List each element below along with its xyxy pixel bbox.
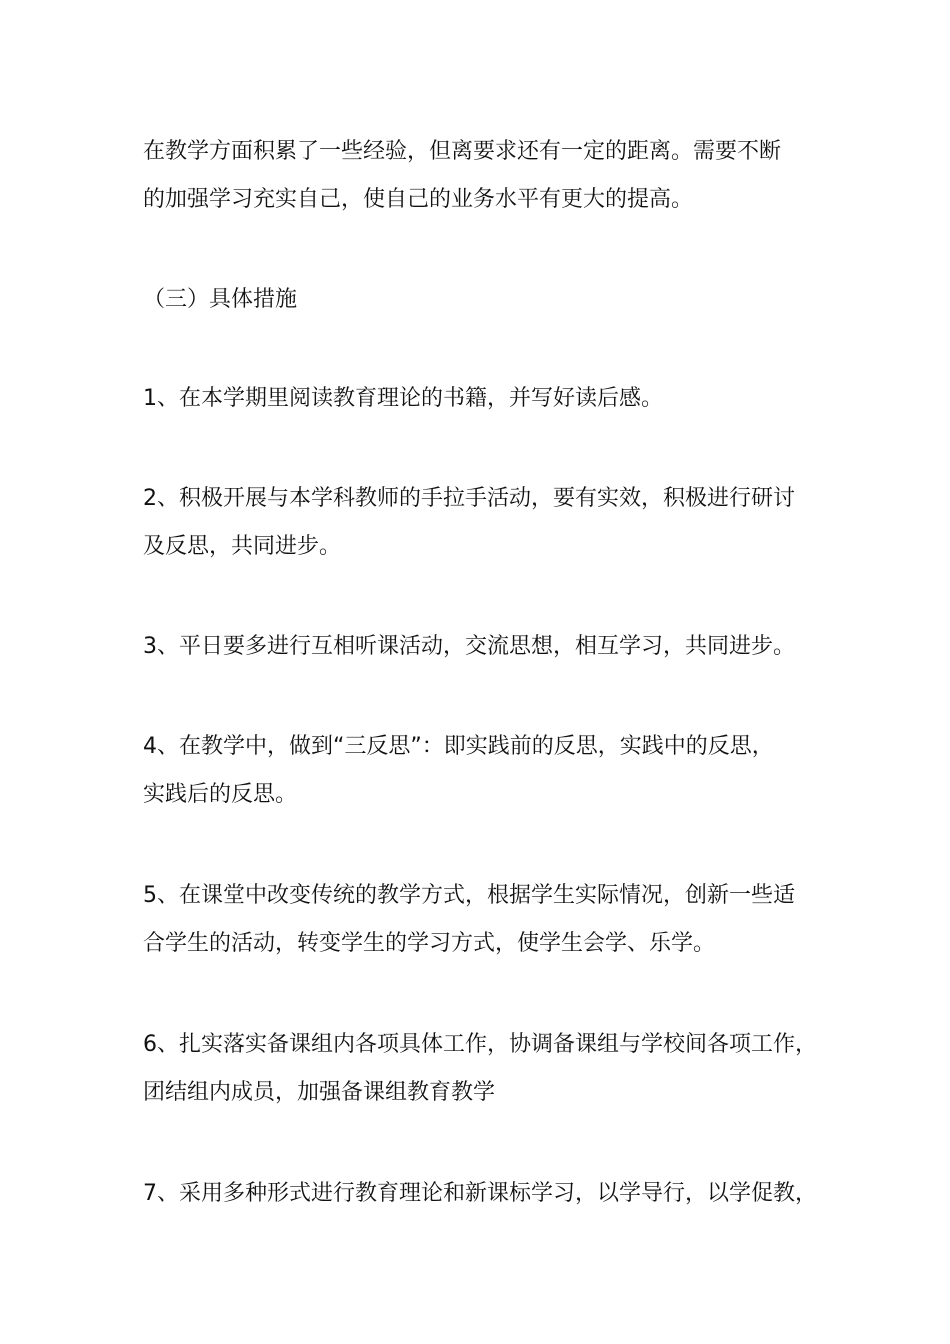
text-line: 合学生的活动，转变学生的学习方式，使学生会学、乐学。 (143, 931, 716, 956)
paragraph-intro (143, 128, 843, 224)
list-item-4 (143, 723, 843, 819)
text-line: 5、在课堂中改变传统的教学方式，根据学生实际情况，创新一些适 (143, 883, 795, 908)
list-item-7 (143, 1170, 843, 1218)
text-line: 3、平日要多进行互相听课活动，交流思想，相互学习，共同进步。 (143, 634, 795, 659)
text-line: 7、采用多种形式进行教育理论和新课标学习，以学导行，以学促教， (143, 1181, 817, 1206)
list-item-3 (143, 623, 843, 671)
text-line: 实践后的反思。 (143, 782, 298, 807)
text-line: 的加强学习充实自己，使自己的业务水平有更大的提高。 (143, 187, 694, 212)
text-line: 及反思，共同进步。 (143, 534, 342, 559)
text-line: 在教学方面积累了一些经验，但离要求还有一定的距离。需要不断 (143, 139, 782, 164)
text-line: 团结组内成员，加强备课组教育教学 (143, 1080, 496, 1105)
list-item-1 (143, 375, 843, 423)
section-heading (143, 276, 843, 324)
text-line: 4、在教学中，做到“三反思”：即实践前的反思，实践中的反思， (143, 734, 774, 759)
text-line: 6、扎实落实备课组内各项具体工作，协调备课组与学校间各项工作， (143, 1032, 817, 1057)
list-item-2 (143, 475, 843, 571)
heading-text: （三）具体措施 (143, 287, 298, 312)
list-item-6 (143, 1021, 843, 1117)
text-line: 1、在本学期里阅读教育理论的书籍，并写好读后感。 (143, 386, 663, 411)
text-line: 2、积极开展与本学科教师的手拉手活动，要有实效，积极进行研讨 (143, 486, 795, 511)
list-item-5 (143, 872, 843, 968)
